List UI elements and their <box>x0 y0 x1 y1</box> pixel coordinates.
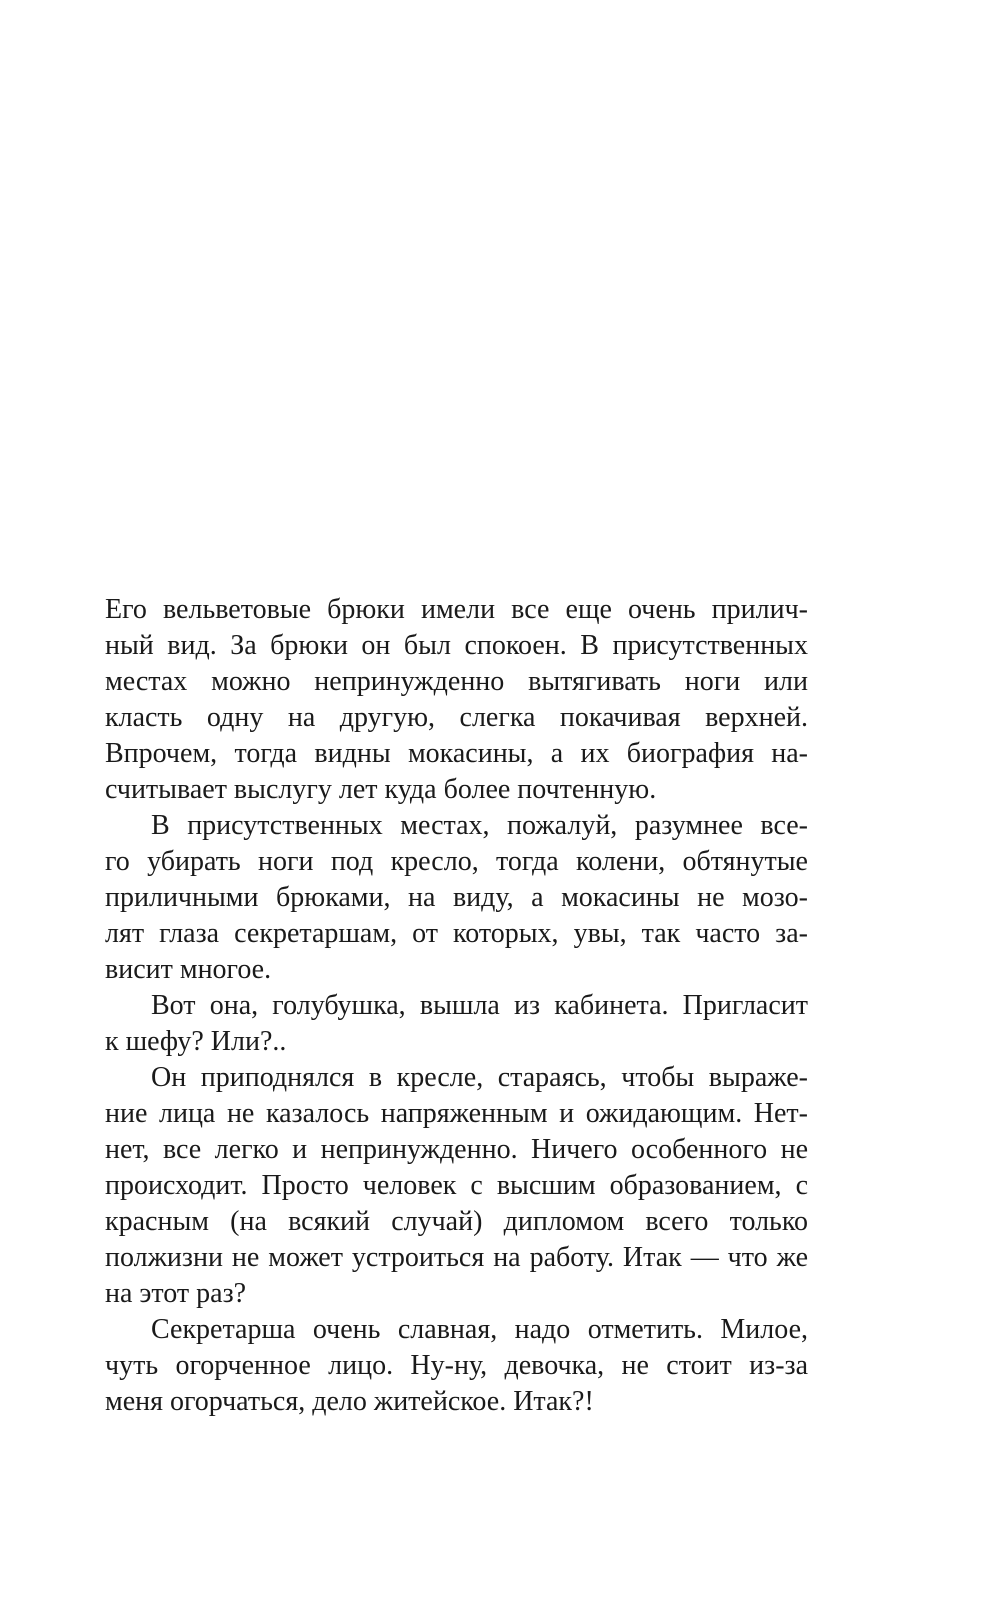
paragraph-4 <box>105 1060 808 1312</box>
body-text <box>105 592 808 1420</box>
text-line: Его вельветовые брюки имели все еще очень прилич- <box>105 594 808 625</box>
text-line: го убирать ноги под кресло, тогда колени, обтянутые <box>105 846 808 877</box>
text-line: В присутственных местах, пожалуй, разумнее все- <box>151 810 808 841</box>
text-line: висит многое. <box>105 954 272 985</box>
paragraph-3 <box>105 988 808 1060</box>
text-line: класть одну на другую, слегка покачивая верхней. <box>105 702 808 733</box>
text-line: полжизни не может устроиться на работу. Итак — что же <box>105 1242 808 1273</box>
text-line: лят глаза секретаршам, от которых, увы, так часто за- <box>105 918 808 949</box>
paragraph-1 <box>105 592 808 808</box>
paragraph-2 <box>105 808 808 988</box>
text-line: ние лица не казалось напряженным и ожидающим. Нет- <box>105 1098 808 1129</box>
text-line: красным (на всякий случай) дипломом всего только <box>105 1206 808 1237</box>
text-line: приличными брюками, на виду, а мокасины не мозо- <box>105 882 808 913</box>
text-line: считывает выслугу лет куда более почтенную. <box>105 774 657 805</box>
text-line: Вот она, голубушка, вышла из кабинета. Пригласит <box>151 990 808 1021</box>
text-line: Впрочем, тогда видны мокасины, а их биография на- <box>105 738 808 769</box>
text-line: к шефу? Или?.. <box>105 1026 287 1057</box>
paragraph-5 <box>105 1312 808 1420</box>
text-line: ный вид. За брюки он был спокоен. В присутственных <box>105 630 808 661</box>
text-line: меня огорчаться, дело житейское. Итак?! <box>105 1386 594 1417</box>
text-line: Он приподнялся в кресле, стараясь, чтобы выраже- <box>151 1062 808 1093</box>
text-line: чуть огорченное лицо. Ну-ну, девочка, не стоит из-за <box>105 1350 808 1381</box>
text-line: местах можно непринужденно вытягивать ноги или <box>105 666 808 697</box>
text-line: нет, все легко и непринужденно. Ничего особенного не <box>105 1134 808 1165</box>
text-line: Секретарша очень славная, надо отметить. Милое, <box>151 1314 808 1345</box>
text-line: на этот раз? <box>105 1278 247 1309</box>
text-line: происходит. Просто человек с высшим образованием, с <box>105 1170 808 1201</box>
